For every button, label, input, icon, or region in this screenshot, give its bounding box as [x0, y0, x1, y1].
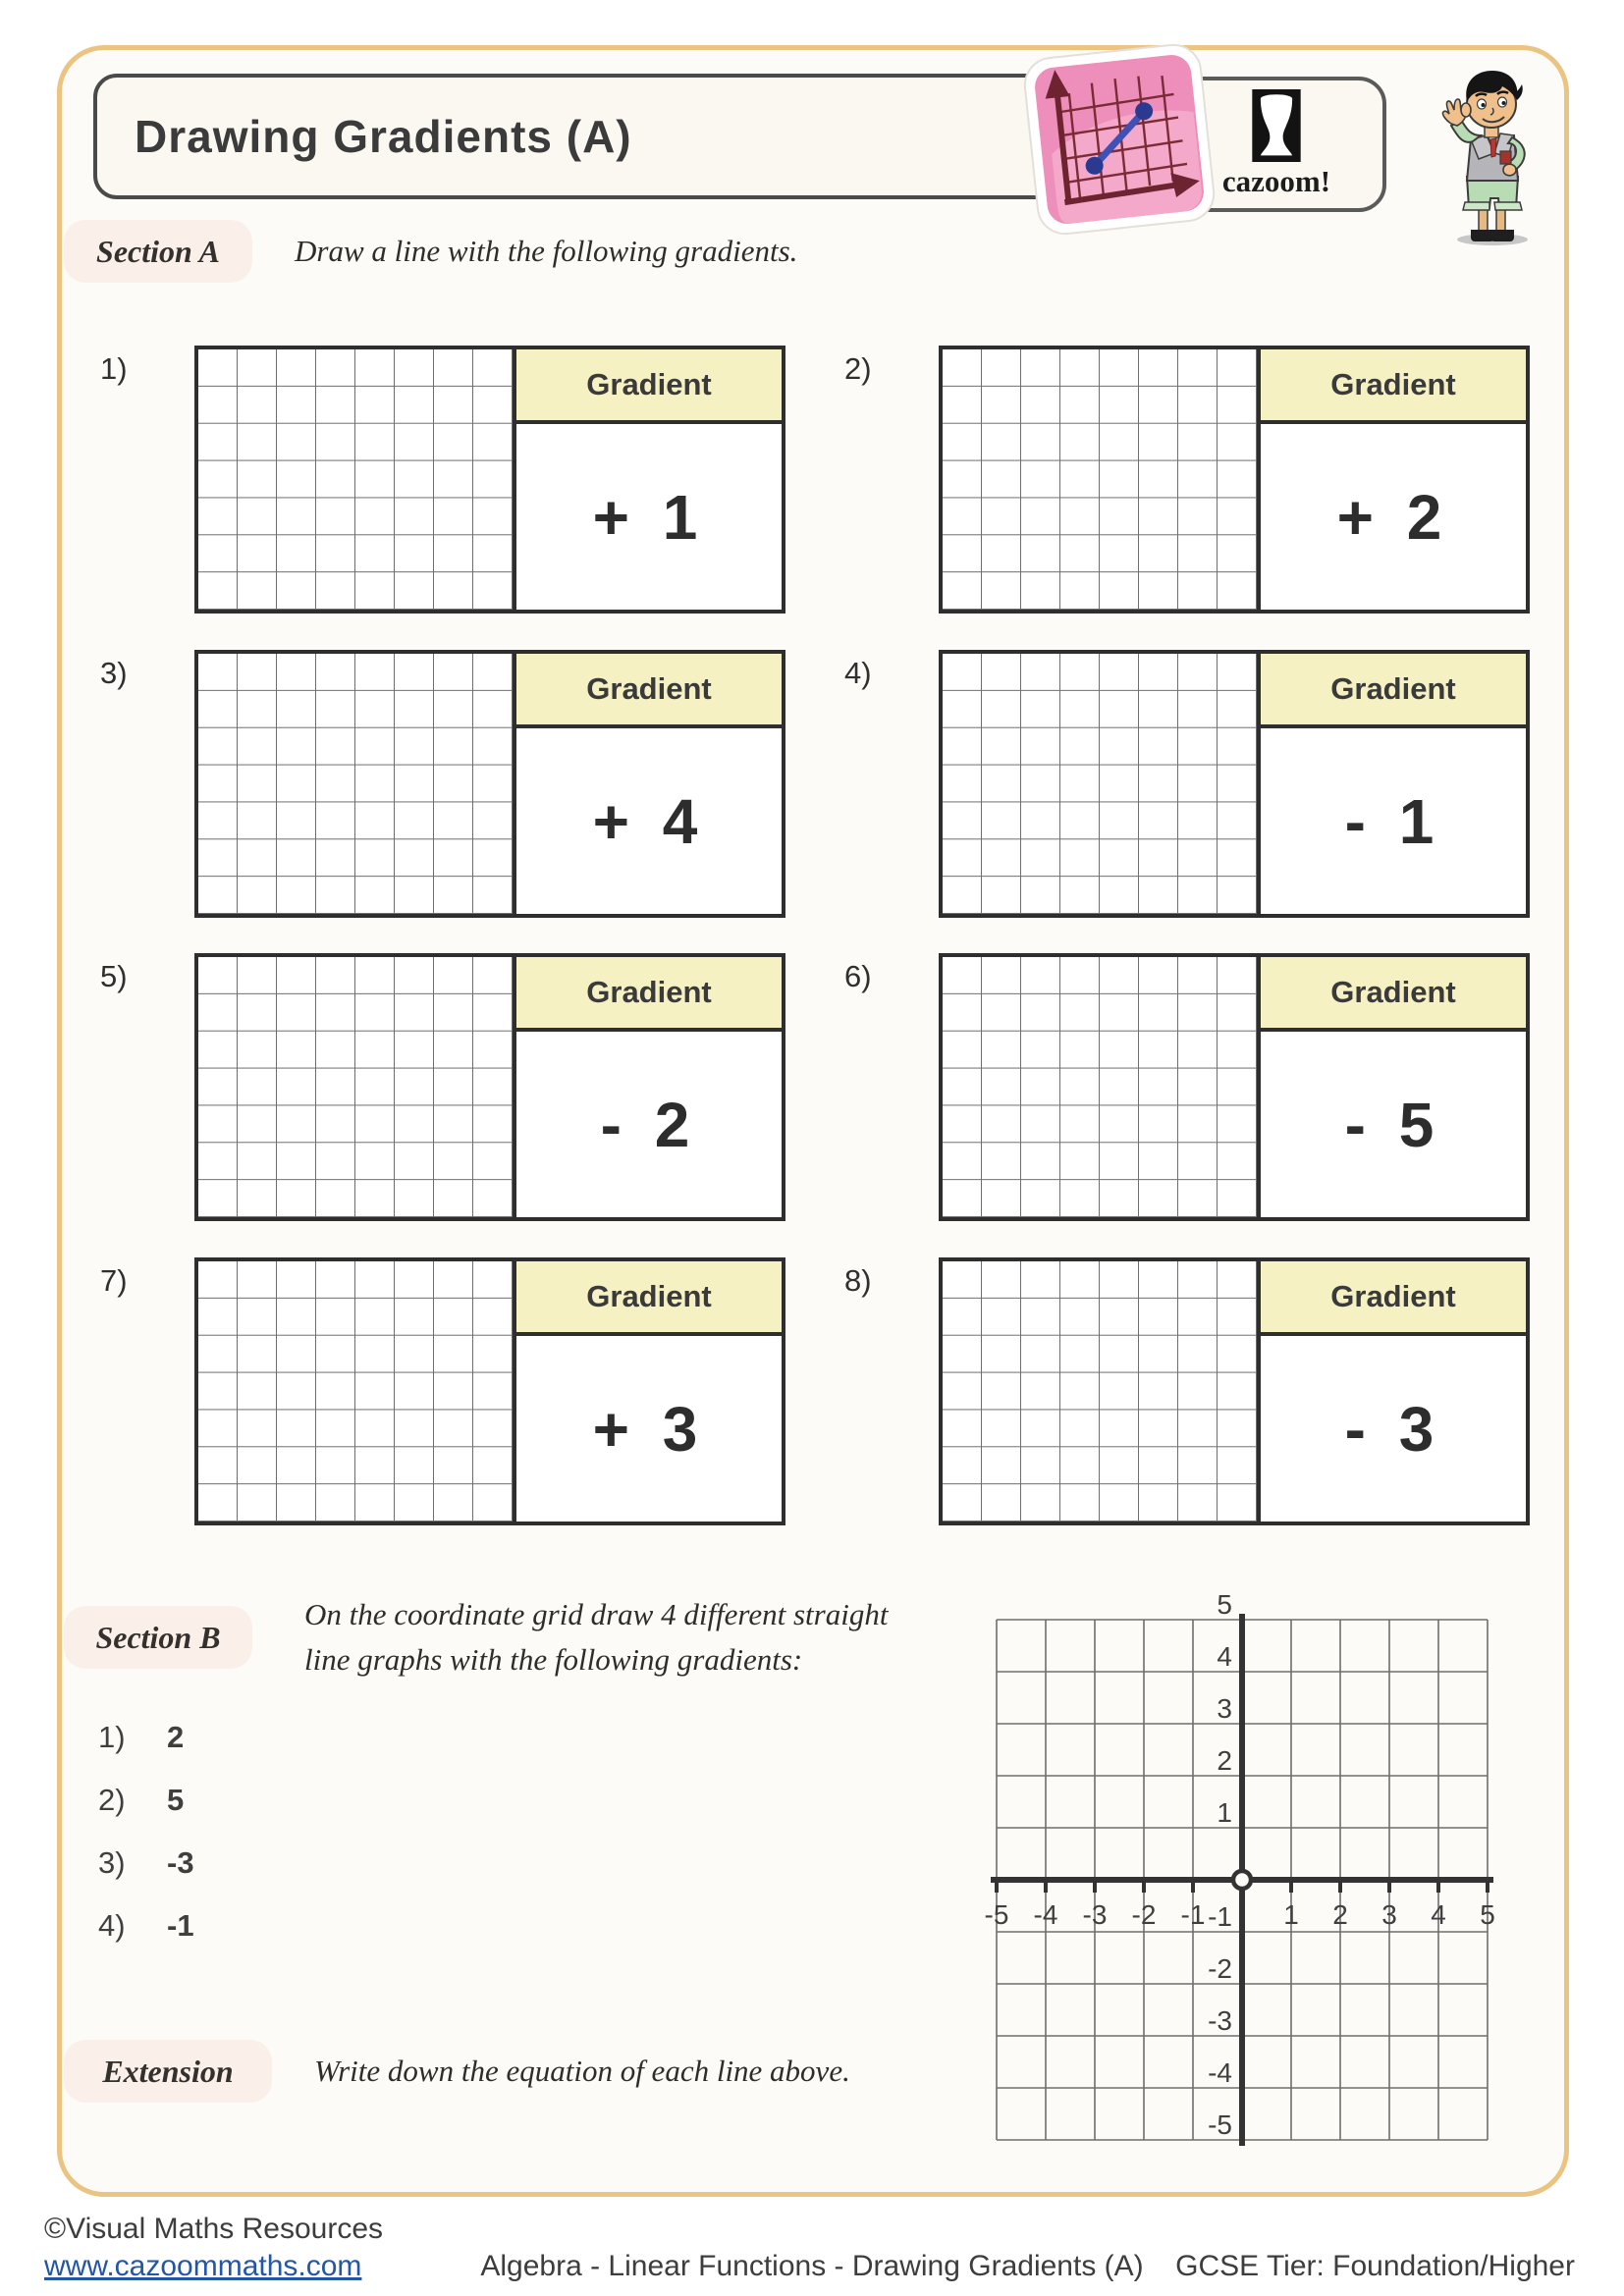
drawing-grid[interactable]: [198, 957, 513, 1217]
problem-number: 1): [100, 351, 128, 386]
item-number: 2): [98, 1783, 126, 1817]
x-tick-label: 1: [1283, 1899, 1299, 1930]
drawing-grid[interactable]: [943, 349, 1257, 610]
problem-box: [194, 1257, 785, 1525]
x-tick-label: -3: [1082, 1899, 1108, 1930]
gradient-list-item-1: [98, 1720, 184, 1755]
x-tick-label: -2: [1131, 1899, 1157, 1930]
problem-number: 3): [100, 656, 128, 690]
problem-4: [844, 650, 1530, 918]
y-tick-label: -1: [1208, 1901, 1232, 1932]
y-tick-label: 4: [1217, 1641, 1232, 1672]
y-tick-label: 3: [1217, 1693, 1232, 1724]
gradient-list-item-2: [98, 1783, 184, 1818]
gradient-value: - 5: [1344, 1089, 1442, 1160]
y-tick-label: 2: [1217, 1745, 1232, 1776]
gradient-header: Gradient: [516, 654, 782, 728]
x-tick-label: -5: [984, 1899, 1009, 1930]
gradient-value: + 4: [592, 785, 706, 857]
problem-box: [194, 953, 785, 1221]
problem-number: 8): [844, 1263, 872, 1298]
gradient-value: - 2: [600, 1089, 698, 1160]
problem-box: [194, 650, 785, 918]
problem-box: [939, 953, 1530, 1221]
problem-number: 7): [100, 1263, 128, 1298]
gradient-header: Gradient: [516, 957, 782, 1032]
x-tick-label: 5: [1480, 1899, 1495, 1930]
y-tick-label: -2: [1208, 1953, 1232, 1984]
footer-category: Algebra - Linear Functions - Drawing Gradients (A): [480, 2250, 1144, 2282]
problem-box: [939, 346, 1530, 614]
problem-3: [100, 650, 785, 918]
item-number: 3): [98, 1845, 126, 1880]
origin-marker: [1233, 1871, 1251, 1889]
problem-number: 5): [100, 959, 128, 993]
y-tick-label: 5: [1217, 1589, 1232, 1620]
cazoom-drum-icon: [1251, 89, 1302, 162]
problem-2: [844, 346, 1530, 614]
problem-1: [100, 346, 785, 614]
item-value: 2: [167, 1720, 185, 1754]
gradient-list-item-4: [98, 1908, 194, 1944]
item-number: 4): [98, 1908, 126, 1943]
coordinate-grid[interactable]: [967, 1580, 1527, 2169]
gradient-value: - 3: [1344, 1393, 1442, 1465]
problem-number: 4): [844, 656, 872, 690]
cazoom-logo-text: cazoom!: [1221, 164, 1331, 198]
y-tick-label: -5: [1208, 2109, 1232, 2140]
drawing-grid[interactable]: [198, 349, 513, 610]
drawing-grid[interactable]: [198, 1261, 513, 1522]
title-box: [93, 74, 1065, 199]
drawing-grid[interactable]: [198, 654, 513, 914]
drawing-grid[interactable]: [943, 957, 1257, 1217]
problem-7: [100, 1257, 785, 1525]
gradient-header: Gradient: [1261, 1261, 1526, 1336]
problem-5: [100, 953, 785, 1221]
problem-box: [194, 346, 785, 614]
student-mascot-illustration: [1422, 63, 1561, 247]
gradient-header: Gradient: [1261, 957, 1526, 1032]
gradient-list-item-3: [98, 1845, 194, 1881]
y-tick-label: -4: [1208, 2057, 1232, 2088]
item-value: 5: [167, 1783, 185, 1817]
page-title: Drawing Gradients (A): [135, 111, 632, 162]
website-link[interactable]: www.cazoommaths.com: [44, 2250, 362, 2282]
x-tick-label: -4: [1033, 1899, 1058, 1930]
item-number: 1): [98, 1720, 126, 1754]
drawing-grid[interactable]: [943, 1261, 1257, 1522]
problem-number: 2): [844, 351, 872, 386]
extension-label: Extension: [64, 2040, 272, 2103]
copyright-text: ©Visual Maths Resources: [44, 2213, 384, 2245]
item-value: -1: [167, 1908, 194, 1943]
problem-8: [844, 1257, 1530, 1525]
y-tick-label: 1: [1217, 1797, 1232, 1828]
extension-instruction: Write down the equation of each line above.: [314, 2054, 850, 2088]
y-tick-label: -3: [1208, 2005, 1232, 2036]
x-tick-label: 4: [1431, 1899, 1446, 1930]
x-tick-label: -1: [1180, 1899, 1206, 1930]
problem-box: [939, 1257, 1530, 1525]
gradient-header: Gradient: [516, 349, 782, 424]
section-b-instruction-line2: line graphs with the following gradients:: [304, 1642, 803, 1677]
gradient-header: Gradient: [1261, 654, 1526, 728]
problem-6: [844, 953, 1530, 1221]
section-b-label: Section B: [64, 1606, 252, 1669]
gradient-value: + 1: [592, 481, 706, 553]
footer-tier: GCSE Tier: Foundation/Higher: [1175, 2250, 1575, 2282]
section-a-label: Section A: [64, 220, 252, 283]
gradient-value: + 3: [592, 1393, 706, 1465]
section-b-instruction-line1: On the coordinate grid draw 4 different straight: [304, 1597, 889, 1631]
gradient-header: Gradient: [1261, 349, 1526, 424]
x-tick-label: 3: [1381, 1899, 1397, 1930]
section-a-instruction: Draw a line with the following gradients.: [295, 234, 798, 268]
problem-number: 6): [844, 959, 872, 993]
problem-box: [939, 650, 1530, 918]
x-tick-label: 2: [1332, 1899, 1348, 1930]
gradient-header: Gradient: [516, 1261, 782, 1336]
section-b-instruction: [304, 1592, 888, 1682]
gradient-value: + 2: [1336, 481, 1450, 553]
line-graph-sticker-icon: [1020, 40, 1218, 239]
item-value: -3: [167, 1845, 194, 1880]
gradient-value: - 1: [1344, 785, 1442, 857]
drawing-grid[interactable]: [943, 654, 1257, 914]
